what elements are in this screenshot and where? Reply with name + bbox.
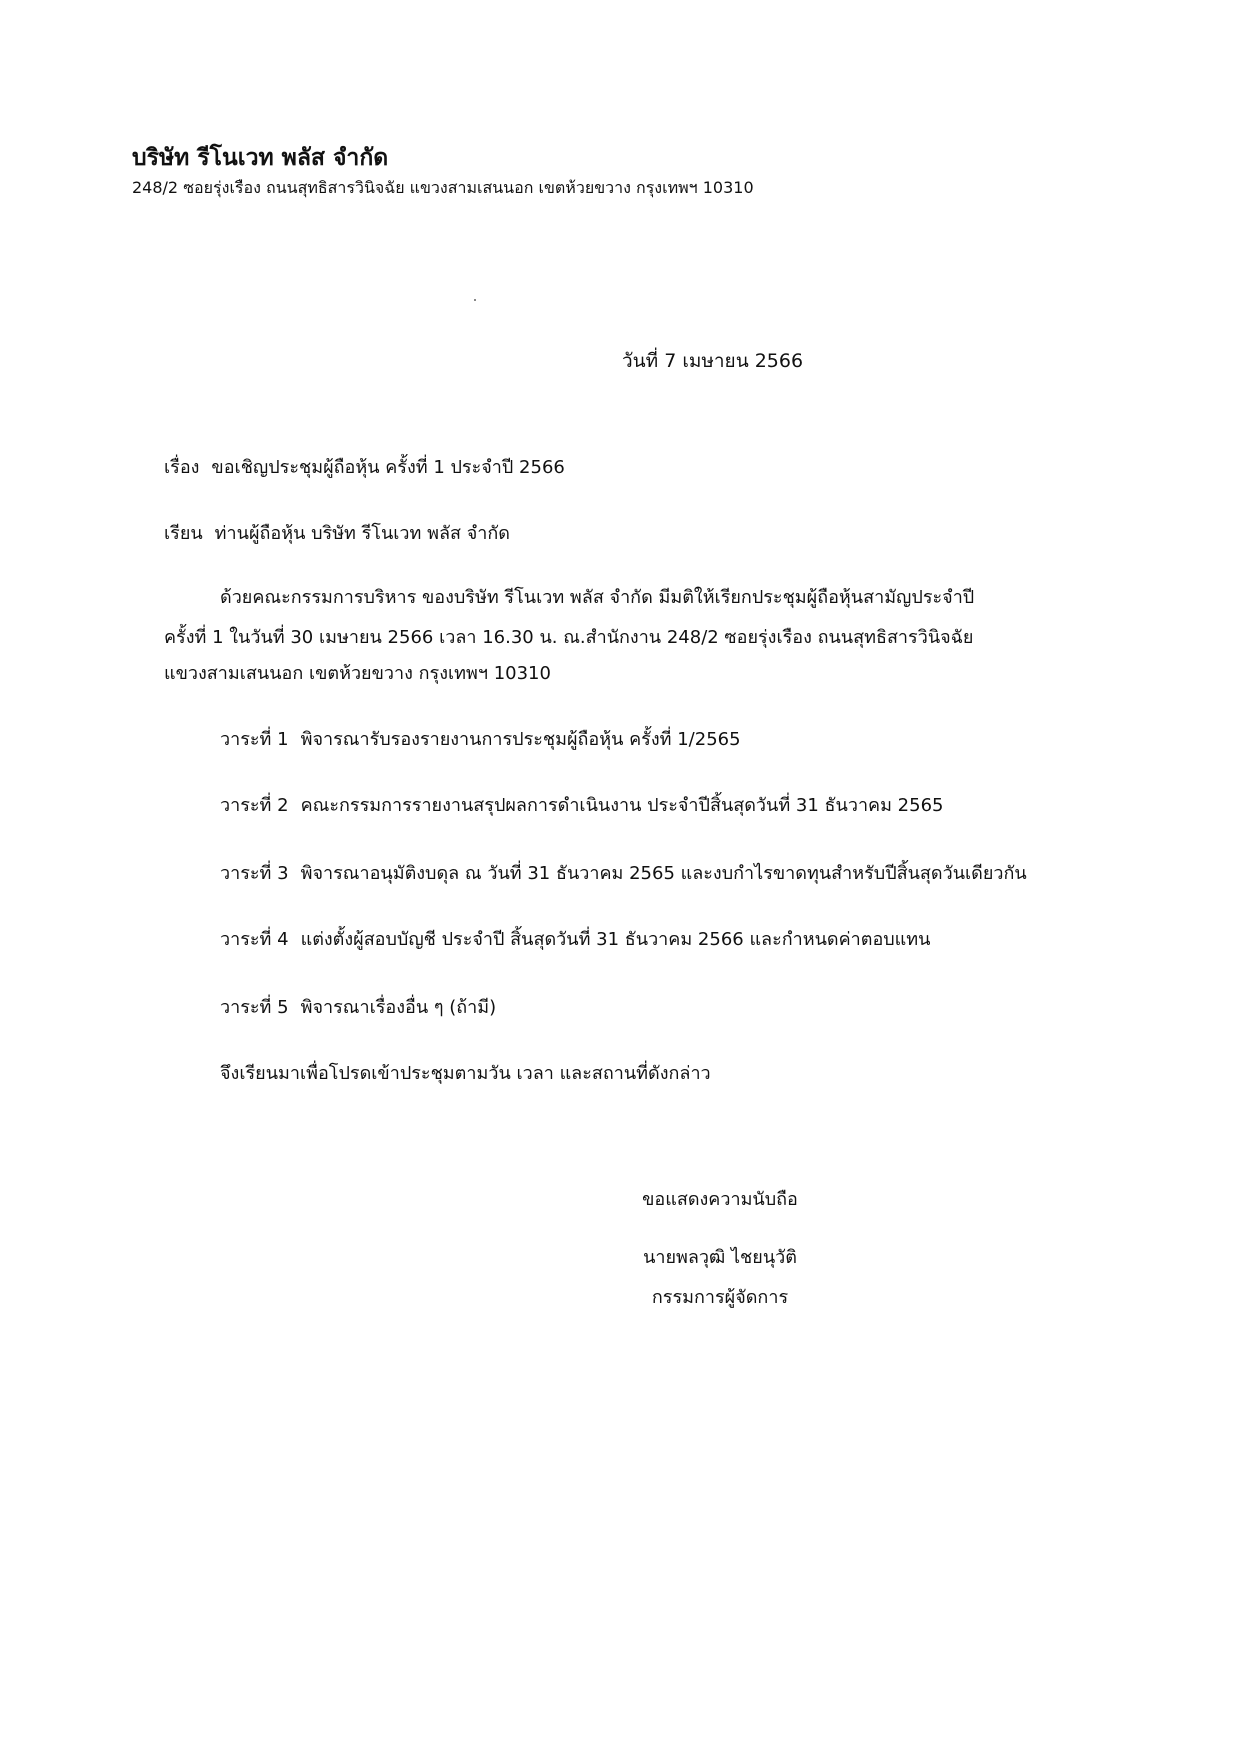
letter-date: วันที่ 7 เมษายน 2566 xyxy=(622,350,804,372)
agenda-item-5 xyxy=(220,992,496,1021)
agenda-item-3 xyxy=(220,858,1027,887)
agenda-label: วาระที่ 3 xyxy=(220,863,289,884)
company-address: 248/2 ซอยรุ่งเรือง ถนนสุทธิสารวินิจฉัย แขวงสามเสนนอก เขตห้วยขวาง กรุงเทพฯ 10310 xyxy=(132,178,754,197)
agenda-label: วาระที่ 2 xyxy=(220,795,289,816)
agenda-item-2 xyxy=(220,790,944,819)
agenda-text: คณะกรรมการรายงานสรุปผลการดำเนินงาน ประจำปีสิ้นสุดวันที่ 31 ธันวาคม 2565 xyxy=(300,795,944,816)
signer-title: กรรมการผู้จัดการ xyxy=(651,1287,789,1308)
scan-speck xyxy=(474,299,476,301)
regards-text: ขอแสดงความนับถือ xyxy=(642,1189,798,1210)
agenda-text: พิจารณาเรื่องอื่น ๆ (ถ้ามี) xyxy=(300,997,497,1018)
agenda-text: แต่งตั้งผู้สอบบัญชี ประจำปี สิ้นสุดวันที่ 31 ธันวาคม 2566 และกำหนดค่าตอบแทน xyxy=(300,929,931,950)
paragraph-line-3: แขวงสามเสนนอก เขตห้วยขวาง กรุงเทพฯ 10310 xyxy=(164,663,551,684)
paragraph-line-2: ครั้งที่ 1 ในวันที่ 30 เมษายน 2566 เวลา 16.30 น. ณ.สำนักงาน 248/2 ซอยรุ่งเรือง ถนนสุทธิสารวินิจฉัย xyxy=(164,627,974,648)
subject-label: เรื่อง xyxy=(164,457,200,478)
company-name: บริษัท รีโนเวท พลัส จำกัด xyxy=(132,145,389,171)
signature-block xyxy=(560,1180,880,1318)
salutation-line xyxy=(164,518,510,547)
agenda-label: วาระที่ 4 xyxy=(220,929,289,950)
agenda-text: พิจารณาอนุมัติงบดุล ณ วันที่ 31 ธันวาคม 2565 และงบกำไรขาดทุนสำหรับปีสิ้นสุดวันเดียวกัน xyxy=(300,863,1027,884)
paragraph-line-1: ด้วยคณะกรรมการบริหาร ของบริษัท รีโนเวท พลัส จำกัด มีมติให้เรียกประชุมผู้ถือหุ้นสามัญประจำปี xyxy=(220,587,975,608)
agenda-item-4 xyxy=(220,924,930,953)
agenda-label: วาระที่ 1 xyxy=(220,729,289,750)
agenda-label: วาระที่ 5 xyxy=(220,997,289,1018)
subject-text: ขอเชิญประชุมผู้ถือหุ้น ครั้งที่ 1 ประจำปี 2566 xyxy=(211,457,565,478)
agenda-text: พิจารณารับรองรายงานการประชุมผู้ถือหุ้น ครั้งที่ 1/2565 xyxy=(300,729,741,750)
salutation-text: ท่านผู้ถือหุ้น บริษัท รีโนเวท พลัส จำกัด xyxy=(214,523,510,544)
agenda-item-1 xyxy=(220,724,741,753)
salutation-label: เรียน xyxy=(164,523,203,544)
closing-line: จึงเรียนมาเพื่อโปรดเข้าประชุมตามวัน เวลา และสถานที่ดังกล่าว xyxy=(220,1063,711,1084)
signer-name: นายพลวุฒิ ไชยนุวัติ xyxy=(643,1247,797,1268)
subject-line xyxy=(164,452,565,481)
